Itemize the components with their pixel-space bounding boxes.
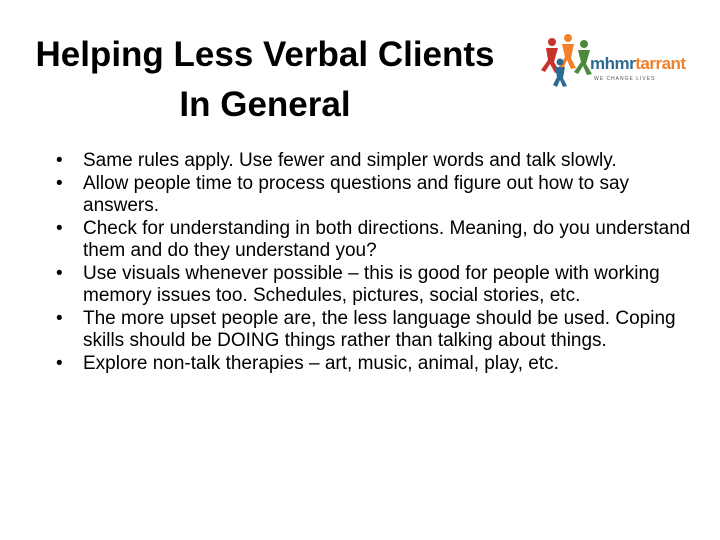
slide-title [10,30,520,130]
title-line-2: In General [179,85,351,124]
bullet-list [56,150,696,375]
bullet-item: • Explore non-talk therapies – art, music, animal, play, etc. [56,353,696,376]
logo-wordmark-part1: mhmr [590,54,636,73]
logo-tagline: WE CHANGE LIVES [594,76,656,82]
bullet-item: • The more upset people are, the less language should be used. Coping skills should be DOING things rather than talking about things. [56,308,696,353]
bullet-item: • Allow people time to process questions and figure out how to say answers. [56,173,696,218]
bullet-item: • Use visuals whenever possible – this is good for people with working memory issues too. Schedules, pictures, social stories, etc. [56,263,696,308]
logo-wordmark-part2: tarrant [635,54,686,73]
people-group-icon [538,32,598,90]
mhmr-tarrant-logo [538,32,698,90]
logo-wordmark [590,54,686,74]
bullet-item: • Check for understanding in both directions. Meaning, do you understand them and do they understand you? [56,218,696,263]
bullet-item: • Same rules apply. Use fewer and simpler words and talk slowly. [56,150,696,173]
title-line-1: Helping Less Verbal Clients [35,35,495,74]
